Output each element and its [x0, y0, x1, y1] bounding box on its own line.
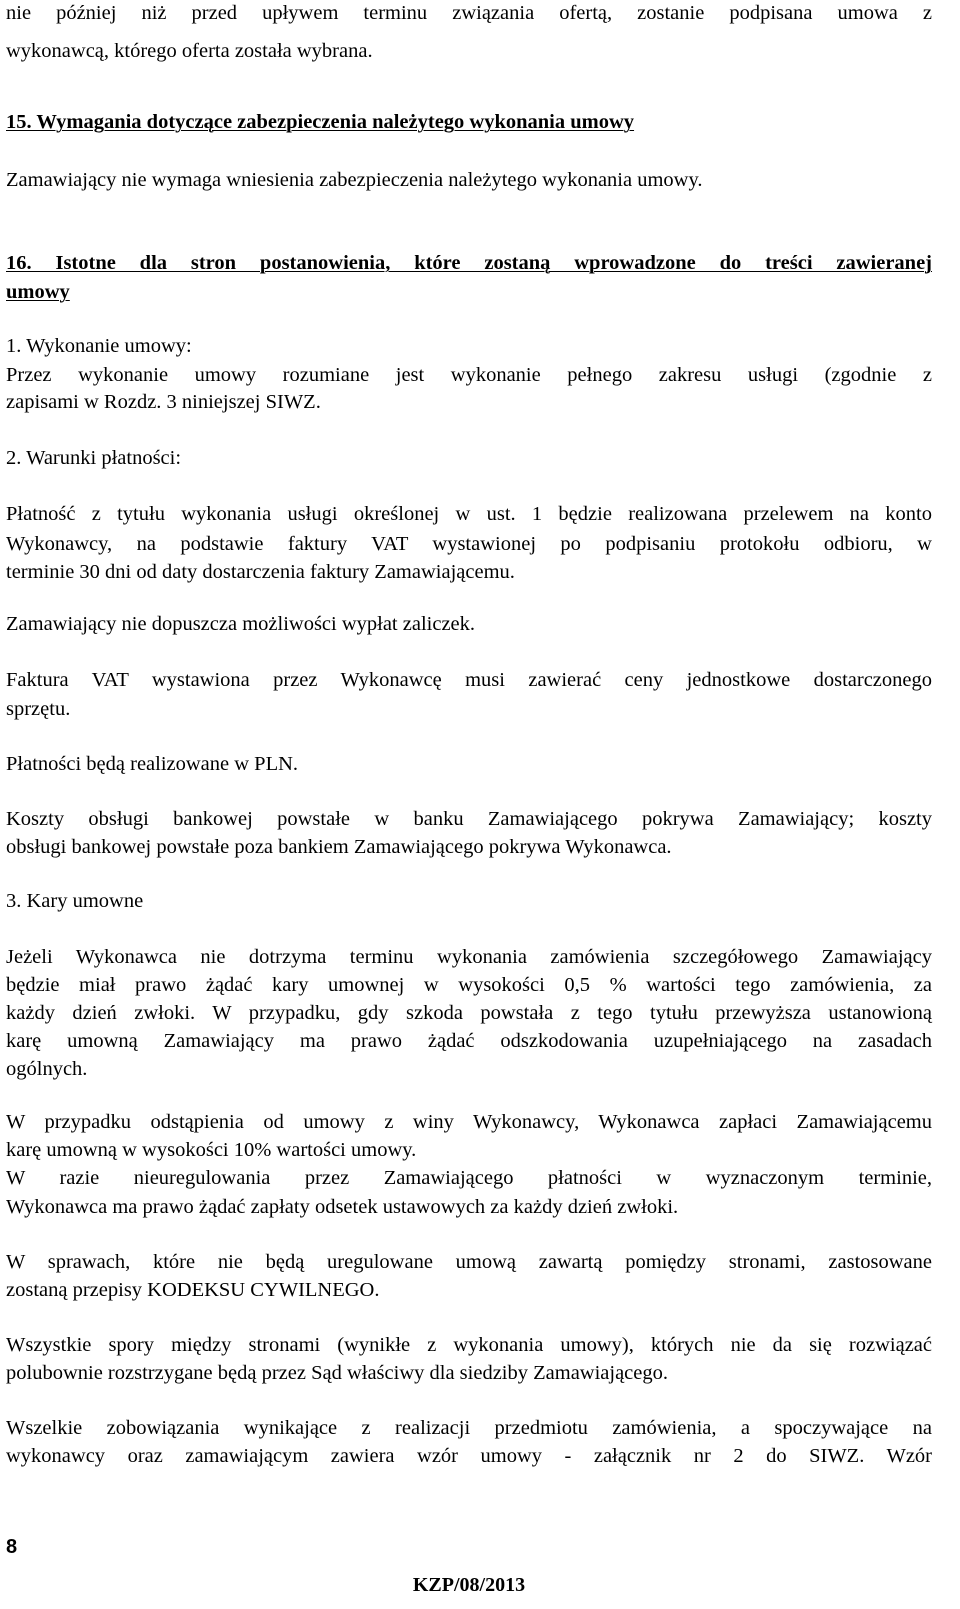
payment-line-2: Wykonawcy, na podstawie faktury VAT wystawionej po podpisaniu protokołu odbioru, w [6, 533, 932, 555]
interest-line-1: W razie nieuregulowania przez Zamawiającego płatności w wyznaczonym terminie, [6, 1167, 932, 1189]
intro-line-2: wykonawcą, którego oferta została wybrana. [6, 40, 373, 62]
bank-line-2: obsługi bankowej powstałe poza bankiem Zamawiającego pokrywa Wykonawca. [6, 836, 672, 858]
section-16-heading-line-1: 16. Istotne dla stron postanowienia, które zostaną wprowadzone do treści zawieranej [6, 252, 932, 274]
item-1-line-1: Przez wykonanie umowy rozumiane jest wykonanie pełnego zakresu usługi (zgodnie z [6, 364, 932, 386]
invoice-line-1: Faktura VAT wystawiona przez Wykonawcę musi zawierać ceny jednostkowe dostarczonego [6, 669, 932, 691]
section-16-heading-line-2: umowy [6, 281, 70, 303]
civil-line-2: zostaną przepisy KODEKSU CYWILNEGO. [6, 1279, 380, 1301]
civil-line-1: W sprawach, które nie będą uregulowane umową zawartą pomiędzy stronami, zastosowane [6, 1251, 932, 1273]
item-2-title: 2. Warunki płatności: [6, 447, 182, 469]
penalty-line-3: każdy dzień zwłoki. W przypadku, gdy szkoda powstała z tego tytułu przewyższa ustanowioną [6, 1002, 932, 1024]
penalty-line-1: Jeżeli Wykonawca nie dotrzyma terminu wykonania zamówienia szczegółowego Zamawiający [6, 946, 932, 968]
page-number: 8 [6, 1536, 18, 1558]
interest-line-2: Wykonawca ma prawo żądać zapłaty odsetek ustawowych za każdy dzień zwłoki. [6, 1196, 679, 1218]
intro-line-1: nie później niż przed upływem terminu związania ofertą, zostanie podpisana umowa z [6, 2, 932, 24]
item-3-title: 3. Kary umowne [6, 890, 144, 912]
disputes-line-2: polubownie rozstrzygane będą przez Sąd właściwy dla siedziby Zamawiającego. [6, 1362, 669, 1384]
currency-text: Płatności będą realizowane w PLN. [6, 753, 299, 775]
item-1-title: 1. Wykonanie umowy: [6, 335, 192, 357]
obligations-line-2: wykonawcy oraz zamawiającym zawiera wzór umowy - załącznik nr 2 do SIWZ. Wzór [6, 1445, 932, 1467]
bank-line-1: Koszty obsługi bankowej powstałe w banku Zamawiającego pokrywa Zamawiający; koszty [6, 808, 932, 830]
withdraw-line-1: W przypadku odstąpienia od umowy z winy Wykonawcy, Wykonawca zapłaci Zamawiającemu [6, 1111, 932, 1133]
payment-line-1: Płatność z tytułu wykonania usługi określonej w ust. 1 będzie realizowana przelewem na konto [6, 503, 932, 525]
penalty-line-5: ogólnych. [6, 1058, 88, 1080]
item-1-line-2: zapisami w Rozdz. 3 niniejszej SIWZ. [6, 391, 321, 413]
disputes-line-1: Wszystkie spory między stronami (wynikłe z wykonania umowy), których nie da się rozwiązać [6, 1334, 932, 1356]
payment-line-3: terminie 30 dni od daty dostarczenia faktury Zamawiającemu. [6, 561, 515, 583]
document-code: KZP/08/2013 [412, 1574, 526, 1596]
no-advance-text: Zamawiający nie dopuszcza możliwości wypłat zaliczek. [6, 613, 476, 635]
withdraw-line-2: karę umowną w wysokości 10% wartości umowy. [6, 1139, 417, 1161]
penalty-line-2: będzie miał prawo żądać kary umownej w wysokości 0,5 % wartości tego zamówienia, za [6, 974, 932, 996]
penalty-line-4: karę umowną Zamawiający ma prawo żądać odszkodowania uzupełniającego na zasadach [6, 1030, 932, 1052]
obligations-line-1: Wszelkie zobowiązania wynikające z realizacji przedmiotu zamówienia, a spoczywające na [6, 1417, 932, 1439]
section-15-heading: 15. Wymagania dotyczące zabezpieczenia należytego wykonania umowy [6, 111, 635, 133]
invoice-line-2: sprzętu. [6, 698, 71, 720]
section-15-text: Zamawiający nie wymaga wniesienia zabezpieczenia należytego wykonania umowy. [6, 169, 703, 191]
